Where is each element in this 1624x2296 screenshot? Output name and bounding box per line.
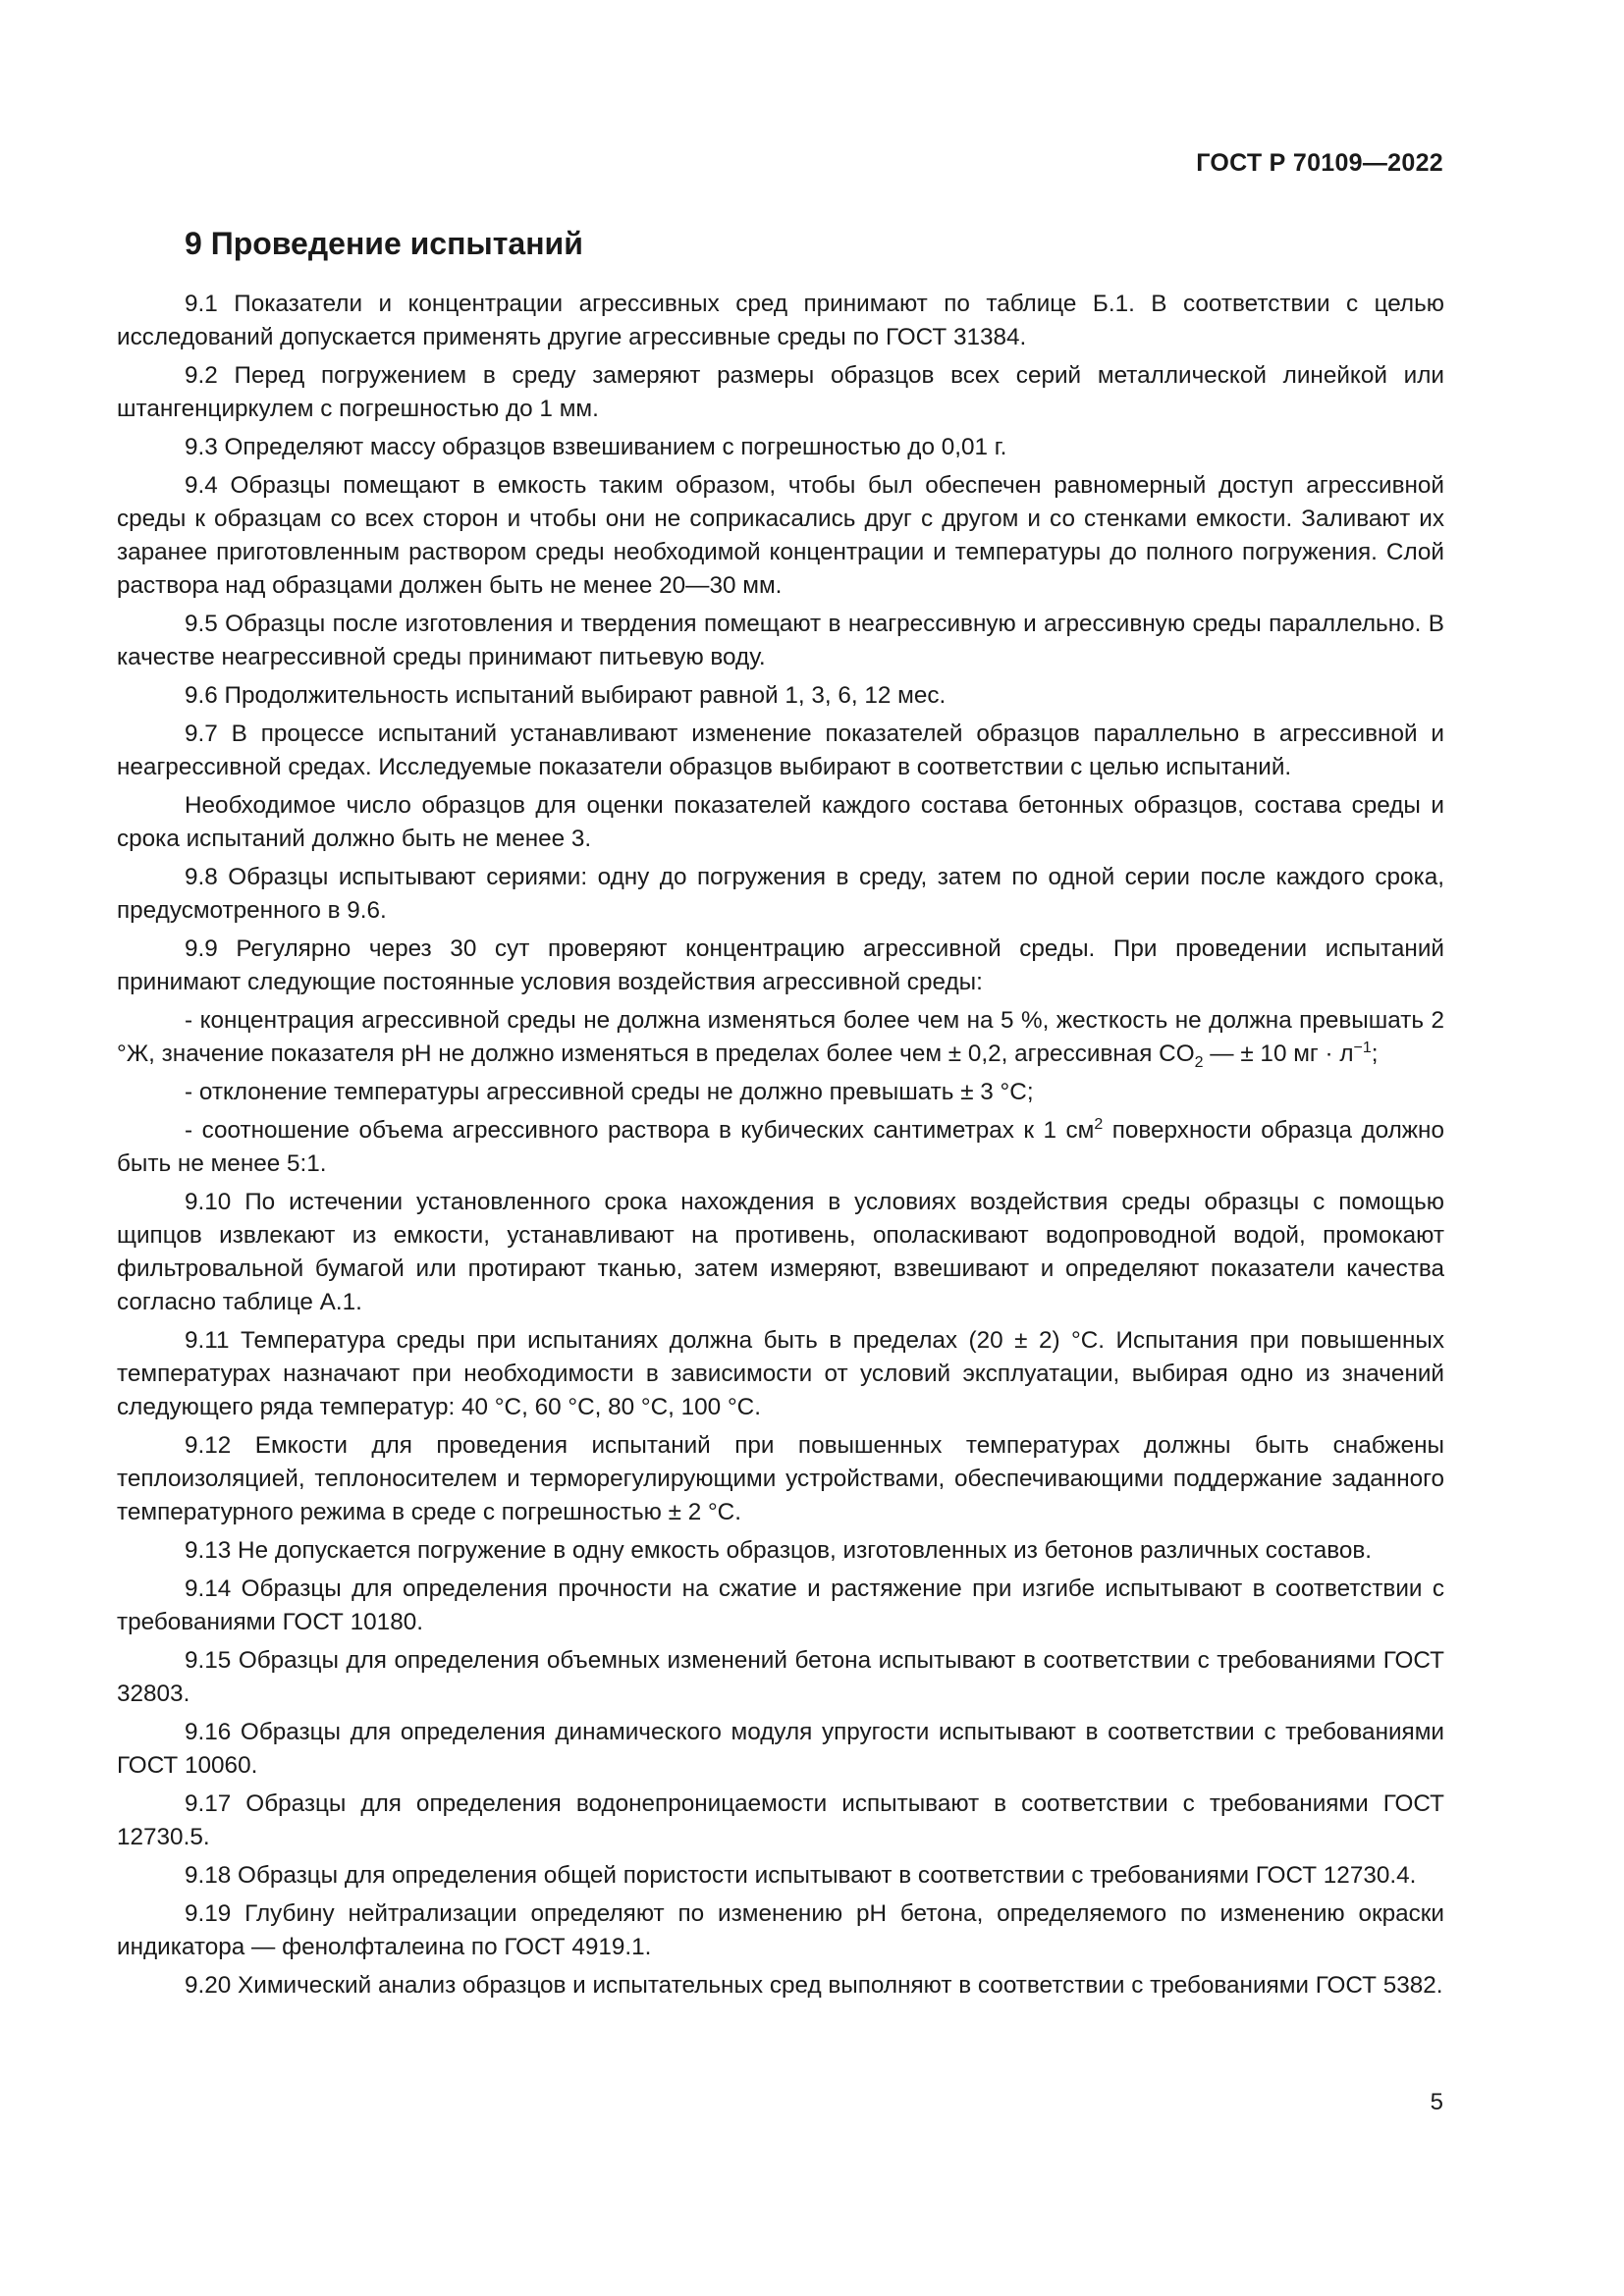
bullet-volume-ratio-text: - соотношение объема агрессивного раствора в кубических сантиметрах к 1 см [185, 1117, 1095, 1144]
bullet-concentration-mid: — ± 10 мг · л [1203, 1041, 1354, 1067]
standard-code: ГОСТ Р 70109—2022 [1196, 149, 1443, 177]
paragraph-9-19: 9.19 Глубину нейтрализации определяют по изменению pH бетона, определяемого по изменению окраски индикатора — фенолфталеина по ГОСТ 4919.1. [117, 1900, 1444, 1960]
bullet-volume-ratio [117, 1114, 1444, 1181]
paragraph-9-14: 9.14 Образцы для определения прочности на сжатие и растяжение при изгибе испытывают в соответствии с требованиями ГОСТ 10180. [117, 1575, 1444, 1635]
paragraph-9-2: 9.2 Перед погружением в среду замеряют размеры образцов всех серий металлической линейкой или штангенциркулем с погрешностью до 1 мм. [117, 362, 1444, 422]
cm2-superscript: 2 [1094, 1115, 1104, 1133]
paragraph-9-3: 9.3 Определяют массу образцов взвешиванием с погрешностью до 0,01 г. [185, 434, 1007, 460]
paragraph-9-20: 9.20 Химический анализ образцов и испытательных сред выполняют в соответствии с требованиями ГОСТ 5382. [185, 1972, 1443, 1999]
paragraph-9-13: 9.13 Не допускается погружение в одну емкость образцов, изготовленных из бетонов различных составов. [185, 1537, 1373, 1564]
paragraph-9-4: 9.4 Образцы помещают в емкость таким образом, чтобы был обеспечен равномерный доступ агрессивной среды к образцам со всех сторон и чтобы они не соприкасались друг с другом и со стенками емкости. Заливают их заранее приготовленным раствором среды необходимой концентрации и температуры до полного погружения. Слой раствора над образцами должен быть не менее 20—30 мм. [117, 472, 1444, 599]
paragraph-9-9: 9.9 Регулярно через 30 сут проверяют концентрацию агрессивной среды. При проведении испытаний принимают следующие постоянные условия воздействия агрессивной среды: [117, 935, 1444, 995]
bullet-concentration [117, 1004, 1444, 1071]
bullet-temperature: - отклонение температуры агрессивной среды не должно превышать ± 3 °С; [185, 1079, 1034, 1105]
paragraph-9-7-note: Необходимое число образцов для оценки показателей каждого состава бетонных образцов, состава среды и срока испытаний должно быть не менее 3. [117, 792, 1444, 852]
bullet-concentration-text: - концентрация агрессивной среды не должна изменяться более чем на 5 %, жесткость не должна превышать 2 °Ж, значение показателя pH не должно изменяться в пределах более чем ± 0,2, агрессивная CO [117, 1007, 1444, 1067]
paragraph-9-12: 9.12 Емкости для проведения испытаний при повышенных температурах должны быть снабжены теплоизоляцией, теплоносителем и терморегулирующими устройствами, обеспечивающими поддержание заданного температурного режима в среде с погрешностью ± 2 °С. [117, 1432, 1444, 1525]
unit-superscript: −1 [1353, 1039, 1372, 1056]
paragraph-9-8: 9.8 Образцы испытывают сериями: одну до погружения в среду, затем по одной серии после каждого срока, предусмотренного в 9.6. [117, 864, 1444, 924]
paragraph-9-17: 9.17 Образцы для определения водонепроницаемости испытывают в соответствии с требованиями ГОСТ 12730.5. [117, 1790, 1444, 1850]
paragraph-9-6: 9.6 Продолжительность испытаний выбирают равной 1, 3, 6, 12 мес. [185, 682, 947, 709]
paragraph-9-11: 9.11 Температура среды при испытаниях должна быть в пределах (20 ± 2) °С. Испытания при повышенных температурах назначают при необходимости в зависимости от условий эксплуатации, выбирая одно из значений следующего ряда температур: 40 °С, 60 °С, 80 °С, 100 °С. [117, 1327, 1444, 1420]
section-title: 9 Проведение испытаний [185, 226, 583, 261]
section-body [117, 288, 1444, 2007]
bullet-volume-ratio-end: поверхности образца должно быть не менее 5:1. [117, 1117, 1444, 1177]
page-number: 5 [1430, 2089, 1443, 2115]
paragraph-9-1: 9.1 Показатели и концентрации агрессивных сред принимают по таблице Б.1. В соответствии с целью исследований допускается применять другие агрессивные среды по ГОСТ 31384. [117, 291, 1444, 350]
co2-subscript: 2 [1194, 1053, 1204, 1071]
paragraph-9-5: 9.5 Образцы после изготовления и твердения помещают в неагрессивную и агрессивную среды параллельно. В качестве неагрессивной среды принимают питьевую воду. [117, 611, 1444, 670]
paragraph-9-10: 9.10 По истечении установленного срока нахождения в условиях воздействия среды образцы с помощью щипцов извлекают из емкости, устанавливают на противень, ополаскивают водопроводной водой, промокают фильтровальной бумагой или протирают тканью, затем измеряют, взвешивают и определяют показатели качества согласно таблице А.1. [117, 1189, 1444, 1315]
paragraph-9-7: 9.7 В процессе испытаний устанавливают изменение показателей образцов параллельно в агрессивной и неагрессивной средах. Исследуемые показатели образцов выбирают в соответствии с целью испытаний. [117, 721, 1444, 780]
paragraph-9-16: 9.16 Образцы для определения динамического модуля упругости испытывают в соответствии с требованиями ГОСТ 10060. [117, 1719, 1444, 1779]
paragraph-9-18: 9.18 Образцы для определения общей пористости испытывают в соответствии с требованиями ГОСТ 12730.4. [185, 1862, 1417, 1889]
paragraph-9-15: 9.15 Образцы для определения объемных изменений бетона испытывают в соответствии с требованиями ГОСТ 32803. [117, 1647, 1444, 1707]
bullet-concentration-end: ; [1371, 1041, 1379, 1067]
